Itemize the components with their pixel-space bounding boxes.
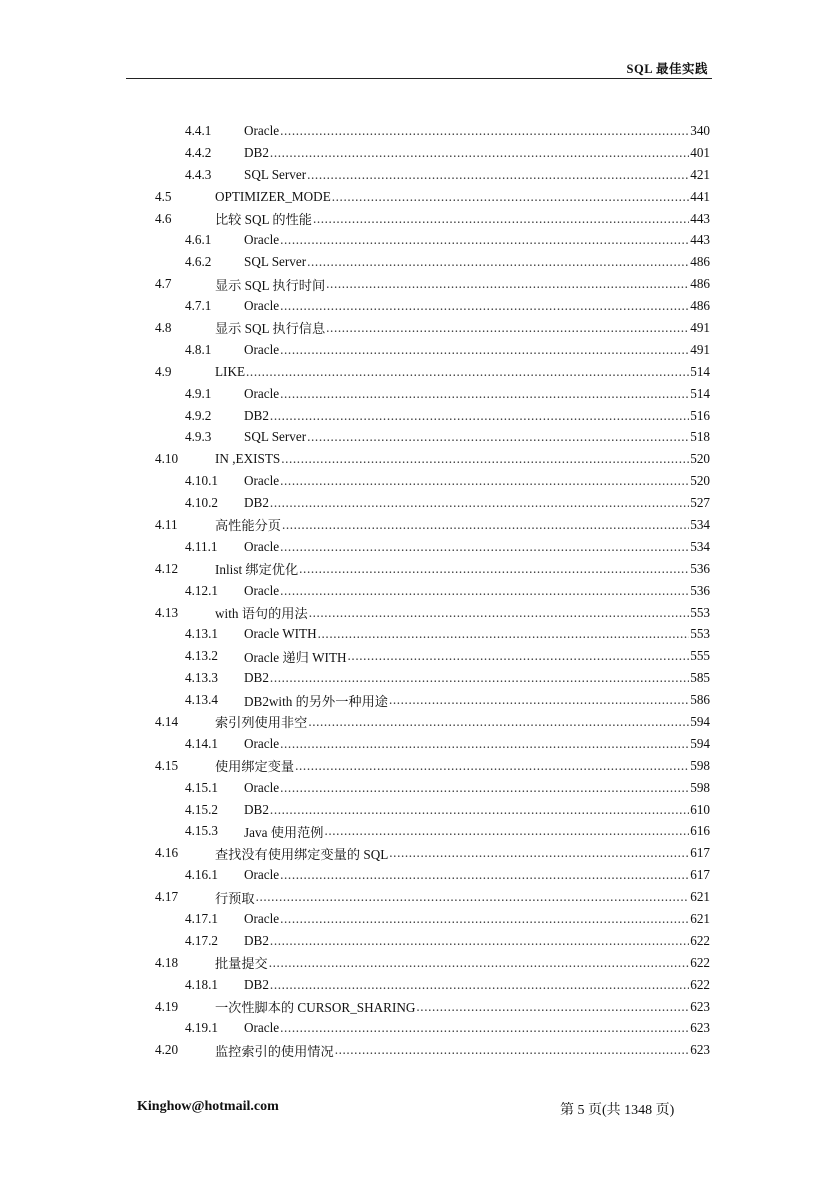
toc-entry-title: Oracle — [244, 911, 280, 926]
toc-entry-page: 491 — [690, 341, 710, 357]
toc-dot-leader — [416, 999, 689, 1015]
toc-entry-title: DB2 — [244, 932, 269, 948]
toc-entry-number: 4.8 — [155, 319, 172, 335]
toc-entry[interactable] — [155, 974, 710, 996]
toc-entry-title: 监控索引的使用情况 — [215, 1043, 334, 1059]
toc-dot-leader — [280, 473, 689, 489]
toc-entry-page: 585 — [690, 670, 710, 686]
toc-entry[interactable] — [155, 580, 710, 602]
toc-entry-number: 4.13.2 — [185, 648, 218, 664]
toc-dot-leader — [313, 211, 689, 227]
toc-entry-page: 441 — [690, 188, 710, 204]
toc-entry-page: 534 — [690, 538, 710, 554]
toc-entry-number: 4.15.2 — [185, 801, 218, 817]
toc-entry-title: Oracle — [244, 735, 280, 751]
toc-entry-title: DB2 — [244, 801, 269, 817]
toc-entry-page: 623 — [690, 1020, 710, 1036]
toc-entry-title: DB2 — [244, 144, 269, 160]
toc-dot-leader — [280, 911, 689, 927]
toc-dot-leader — [270, 495, 689, 511]
toc-entry-number: 4.13.1 — [185, 626, 218, 642]
toc-dot-leader — [280, 583, 689, 599]
toc-entry-page: 514 — [690, 363, 710, 379]
toc-entry-page: 520 — [690, 451, 710, 467]
toc-entry-title: 高性能分页 — [215, 518, 281, 534]
toc-dot-leader — [307, 429, 689, 445]
toc-dot-leader — [282, 517, 689, 533]
toc-entry-title: Oracle — [244, 122, 280, 138]
toc-entry-page: 598 — [690, 779, 710, 795]
toc-dot-leader — [280, 539, 689, 555]
toc-entry[interactable] — [155, 558, 710, 580]
toc-dot-leader — [280, 298, 689, 314]
toc-entry-number: 4.10.2 — [185, 495, 218, 511]
toc-dot-leader — [295, 758, 689, 774]
toc-dot-leader — [270, 408, 689, 424]
toc-entry-title: Oracle WITH — [244, 626, 317, 642]
toc-entry-title: 行预取 — [215, 890, 255, 906]
toc-entry-page: 623 — [690, 1042, 710, 1058]
toc-entry-page: 516 — [690, 407, 710, 423]
toc-entry[interactable] — [155, 645, 710, 667]
toc-entry-number: 4.16.1 — [185, 867, 218, 883]
toc-entry-page: 553 — [690, 604, 710, 620]
toc-entry[interactable] — [155, 908, 710, 930]
toc-entry-number: 4.13.3 — [185, 670, 218, 686]
toc-entry[interactable] — [155, 229, 710, 251]
toc-entry-number: 4.8.1 — [185, 341, 212, 357]
toc-entry-title: SQL Server — [244, 254, 307, 270]
toc-entry-title: LIKE — [215, 363, 246, 379]
toc-dot-leader — [280, 123, 689, 139]
toc-entry-number: 4.9.2 — [185, 407, 212, 423]
toc-entry-number: 4.4.2 — [185, 144, 212, 160]
toc-entry[interactable] — [155, 602, 710, 624]
toc-entry[interactable] — [155, 142, 710, 164]
toc-dot-leader — [281, 451, 689, 467]
toc-entry-title: Inlist 绑定优化 — [215, 562, 299, 578]
toc-entry-number: 4.9.1 — [185, 385, 212, 401]
toc-entry-page: 598 — [690, 757, 710, 773]
toc-entry[interactable] — [155, 1018, 710, 1040]
toc-entry-number: 4.17 — [155, 889, 179, 905]
toc-entry-title: 显示 SQL 执行信息 — [215, 321, 326, 337]
toc-entry-title: OPTIMIZER_MODE — [215, 188, 331, 204]
toc-entry[interactable] — [155, 667, 710, 689]
toc-entry-number: 4.14 — [155, 713, 179, 729]
toc-entry-number: 4.12.1 — [185, 582, 218, 598]
footer-page-number: 第 5 页(共 1348 页) — [560, 1103, 675, 1118]
toc-entry-page: 536 — [690, 560, 710, 576]
toc-entry-number: 4.12 — [155, 560, 179, 576]
toc-entry-title: Java 使用范例 — [244, 824, 324, 840]
toc-entry[interactable] — [155, 492, 710, 514]
toc-entry-title: with 语句的用法 — [215, 606, 308, 622]
toc-entry-number: 4.17.2 — [185, 932, 218, 948]
toc-entry-page: 586 — [690, 692, 710, 708]
toc-entry-page: 617 — [690, 867, 710, 883]
toc-entry-title: Oracle — [244, 341, 280, 357]
toc-entry[interactable] — [155, 886, 710, 908]
toc-dot-leader — [269, 955, 689, 971]
toc-dot-leader — [280, 342, 689, 358]
toc-entry-title: Oracle — [244, 385, 280, 401]
toc-dot-leader — [270, 145, 689, 161]
toc-entry-title: DB2 — [244, 976, 269, 992]
toc-entry-title: Oracle 递归 WITH — [244, 649, 347, 665]
toc-dot-leader — [324, 823, 689, 839]
toc-entry-number: 4.5 — [155, 188, 172, 204]
toc-dot-leader — [280, 1020, 689, 1036]
toc-entry-title: 比较 SQL 的性能 — [215, 212, 312, 227]
toc-dot-leader — [389, 845, 689, 861]
toc-entry-title: Oracle — [244, 473, 280, 489]
toc-entry-page: 621 — [690, 889, 710, 905]
toc-entry-page: 443 — [690, 210, 710, 226]
toc-entry-title: Oracle — [244, 298, 280, 314]
toc-dot-leader — [389, 692, 689, 708]
toc-entry-title: DB2 — [244, 670, 269, 686]
toc-entry-title: Oracle — [244, 232, 280, 248]
toc-entry-title: Oracle — [244, 867, 280, 883]
toc-entry-number: 4.4.1 — [185, 122, 212, 138]
toc-entry[interactable] — [155, 1039, 710, 1061]
toc-entry[interactable] — [155, 208, 710, 230]
table-of-contents — [155, 120, 710, 1061]
toc-dot-leader — [256, 889, 690, 905]
toc-entry-page: 340 — [690, 122, 710, 138]
toc-dot-leader — [246, 364, 689, 380]
toc-dot-leader — [307, 254, 689, 270]
toc-dot-leader — [280, 736, 689, 752]
toc-entry-page: 622 — [690, 976, 710, 992]
toc-entry[interactable] — [155, 339, 710, 361]
toc-dot-leader — [270, 933, 689, 949]
footer-email: Kinghow@hotmail.com — [137, 1099, 279, 1114]
toc-entry[interactable] — [155, 711, 710, 733]
toc-entry-page: 622 — [690, 932, 710, 948]
toc-dot-leader — [280, 386, 689, 402]
toc-entry-title: IN ,EXISTS — [215, 451, 281, 467]
toc-entry[interactable] — [155, 821, 710, 843]
toc-dot-leader — [318, 626, 690, 642]
toc-entry-page: 443 — [690, 232, 710, 248]
toc-entry-number: 4.9.3 — [185, 429, 212, 445]
toc-dot-leader — [307, 167, 689, 183]
toc-entry-title: Oracle — [244, 538, 280, 554]
toc-dot-leader — [348, 648, 690, 664]
toc-entry[interactable] — [155, 186, 710, 208]
toc-entry[interactable] — [155, 251, 710, 273]
toc-entry[interactable] — [155, 426, 710, 448]
toc-entry[interactable] — [155, 623, 710, 645]
toc-entry-page: 491 — [690, 319, 710, 335]
toc-entry[interactable] — [155, 799, 710, 821]
toc-entry-page: 401 — [690, 144, 710, 160]
toc-entry-title: 使用绑定变量 — [215, 759, 295, 775]
toc-entry-title: Oracle — [244, 1020, 280, 1036]
toc-entry-number: 4.9 — [155, 363, 172, 379]
toc-dot-leader — [326, 320, 689, 336]
toc-dot-leader — [280, 867, 689, 883]
toc-entry-page: 623 — [690, 998, 710, 1014]
toc-entry-number: 4.20 — [155, 1042, 179, 1058]
toc-entry-title: Oracle — [244, 582, 280, 598]
toc-entry-title: 显示 SQL 执行时间 — [215, 277, 326, 293]
toc-entry-number: 4.18 — [155, 954, 179, 970]
toc-entry-page: 555 — [690, 648, 710, 664]
toc-entry-page: 486 — [690, 276, 710, 292]
toc-entry-number: 4.19 — [155, 998, 179, 1014]
toc-entry-title: 一次性脚本的 CURSOR_SHARING — [215, 1000, 416, 1016]
toc-entry-number: 4.6.2 — [185, 254, 212, 270]
toc-dot-leader — [308, 714, 689, 730]
toc-entry[interactable] — [155, 164, 710, 186]
toc-entry[interactable] — [155, 733, 710, 755]
toc-entry[interactable] — [155, 842, 710, 864]
toc-entry-number: 4.13 — [155, 604, 179, 620]
toc-dot-leader — [270, 802, 689, 818]
toc-entry[interactable] — [155, 777, 710, 799]
toc-entry[interactable] — [155, 405, 710, 427]
toc-entry-page: 534 — [690, 516, 710, 532]
toc-entry-number: 4.18.1 — [185, 976, 218, 992]
toc-dot-leader — [309, 605, 690, 621]
toc-dot-leader — [335, 1042, 690, 1058]
toc-entry-number: 4.7 — [155, 276, 172, 292]
toc-entry-page: 486 — [690, 254, 710, 270]
toc-entry-page: 621 — [690, 911, 710, 926]
toc-dot-leader — [299, 561, 689, 577]
toc-entry-number: 4.14.1 — [185, 735, 218, 751]
toc-entry-number: 4.15 — [155, 757, 179, 773]
toc-dot-leader — [270, 670, 689, 686]
toc-entry-page: 514 — [690, 385, 710, 401]
toc-entry-page: 594 — [690, 735, 710, 751]
toc-entry[interactable] — [155, 361, 710, 383]
toc-entry[interactable] — [155, 120, 710, 142]
toc-entry[interactable] — [155, 383, 710, 405]
toc-dot-leader — [326, 276, 689, 292]
toc-entry[interactable] — [155, 448, 710, 470]
toc-entry-page: 617 — [690, 845, 710, 861]
toc-entry-page: 594 — [690, 713, 710, 729]
toc-entry-page: 616 — [690, 823, 710, 839]
toc-dot-leader — [280, 780, 689, 796]
toc-entry-number: 4.15.3 — [185, 823, 218, 839]
toc-entry-number: 4.11 — [155, 516, 178, 532]
header-title: SQL 最佳实践 — [626, 62, 708, 76]
toc-entry[interactable] — [155, 470, 710, 492]
toc-dot-leader — [280, 232, 689, 248]
toc-entry-number: 4.6.1 — [185, 232, 212, 248]
toc-entry-number: 4.7.1 — [185, 298, 212, 314]
toc-entry-title: DB2with 的另外一种用途 — [244, 693, 388, 709]
toc-entry-title: Oracle — [244, 779, 280, 795]
toc-entry-number: 4.13.4 — [185, 692, 218, 708]
toc-entry-number: 4.10 — [155, 451, 179, 467]
toc-entry-number: 4.10.1 — [185, 473, 218, 489]
toc-entry-title: SQL Server — [244, 429, 307, 445]
toc-entry-page: 622 — [690, 954, 710, 970]
toc-entry-number: 4.19.1 — [185, 1020, 218, 1036]
toc-dot-leader — [332, 189, 689, 205]
toc-dot-leader — [270, 977, 689, 993]
toc-entry[interactable] — [155, 295, 710, 317]
toc-entry-page: 518 — [690, 429, 710, 445]
toc-entry[interactable] — [155, 952, 710, 974]
toc-entry[interactable] — [155, 689, 710, 711]
toc-entry-page: 486 — [690, 298, 710, 314]
toc-entry-page: 520 — [690, 473, 710, 489]
toc-entry[interactable] — [155, 273, 710, 295]
toc-entry-page: 527 — [690, 495, 710, 511]
toc-entry-number: 4.16 — [155, 845, 179, 861]
toc-entry-page: 553 — [690, 626, 710, 642]
toc-entry[interactable] — [155, 755, 710, 777]
header-divider — [126, 78, 712, 79]
toc-entry[interactable] — [155, 864, 710, 886]
toc-entry[interactable] — [155, 514, 710, 536]
toc-entry-title: SQL Server — [244, 166, 307, 182]
toc-entry[interactable] — [155, 317, 710, 339]
toc-entry-title: 查找没有使用绑定变量的 SQL — [215, 846, 389, 862]
toc-entry-number: 4.6 — [155, 210, 172, 226]
toc-entry-number: 4.11.1 — [185, 538, 218, 554]
toc-entry-title: DB2 — [244, 407, 269, 423]
toc-entry[interactable] — [155, 930, 710, 952]
toc-entry-number: 4.17.1 — [185, 911, 218, 926]
toc-entry[interactable] — [155, 996, 710, 1018]
toc-entry-number: 4.4.3 — [185, 166, 212, 182]
toc-entry-title: DB2 — [244, 495, 269, 511]
toc-entry-page: 421 — [690, 166, 710, 182]
toc-entry-page: 610 — [690, 801, 710, 817]
toc-entry[interactable] — [155, 536, 710, 558]
toc-entry-number: 4.15.1 — [185, 779, 218, 795]
toc-entry-title: 批量提交 — [215, 956, 268, 972]
toc-entry-page: 536 — [690, 582, 710, 598]
toc-entry-title: 索引列使用非空 — [215, 715, 308, 731]
